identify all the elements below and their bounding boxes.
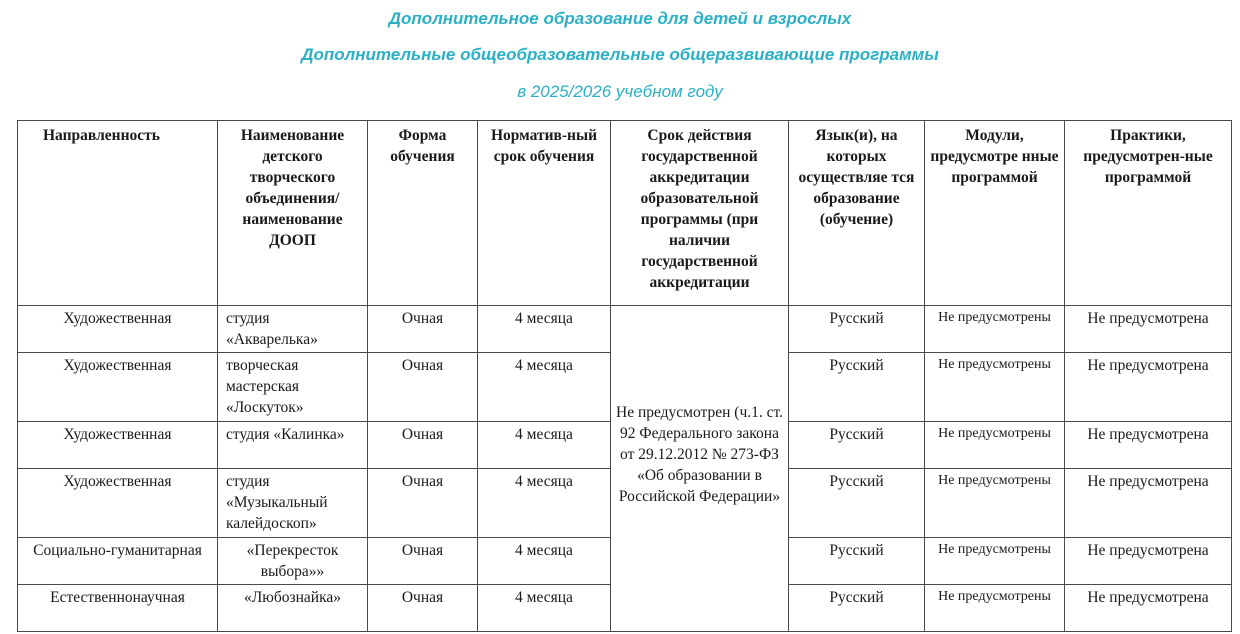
cell-direction: Естественнонаучная: [18, 585, 218, 632]
header-term: Норматив-ный срок обучения: [478, 121, 611, 306]
cell-name: «Перекресток выбора»»: [218, 538, 368, 585]
cell-language: Русский: [789, 538, 925, 585]
cell-practices: Не предусмотрена: [1065, 306, 1232, 353]
cell-term: 4 месяца: [478, 538, 611, 585]
cell-modules: Не предусмотрены: [925, 422, 1065, 469]
cell-form: Очная: [368, 538, 478, 585]
cell-practices: Не предусмотрена: [1065, 353, 1232, 422]
cell-modules: Не предусмотрены: [925, 306, 1065, 353]
header-direction: Направленность: [18, 121, 218, 306]
cell-term: 4 месяца: [478, 585, 611, 632]
header-practices: Практики, предусмотрен-ные программой: [1065, 121, 1232, 306]
cell-language: Русский: [789, 422, 925, 469]
cell-direction: Художественная: [18, 306, 218, 353]
cell-term: 4 месяца: [478, 422, 611, 469]
cell-name: творческая мастерская «Лоскуток»: [218, 353, 368, 422]
cell-form: Очная: [368, 353, 478, 422]
cell-practices: Не предусмотрена: [1065, 422, 1232, 469]
heading-line-2: Дополнительные общеобразовательные общеразвивающие программы: [301, 45, 939, 64]
cell-name: студия «Калинка»: [218, 422, 368, 469]
header-modules: Модули, предусмотре нные программой: [925, 121, 1065, 306]
cell-modules: Не предусмотрены: [925, 469, 1065, 538]
cell-form: Очная: [368, 585, 478, 632]
heading-line-1: Дополнительное образование для детей и взрослых: [388, 9, 852, 28]
header-language: Язык(и), на которых осуществляе тся образование (обучение): [789, 121, 925, 306]
cell-practices: Не предусмотрена: [1065, 469, 1232, 538]
header-accreditation: Срок действия государственной аккредитации образовательной программы (при наличии государственной аккредитации: [611, 121, 789, 306]
cell-name: студия «Музыкальный калейдоскоп»: [218, 469, 368, 538]
cell-modules: Не предусмотрены: [925, 585, 1065, 632]
heading-line-3: в 2025/2026 учебном году: [517, 82, 723, 101]
cell-term: 4 месяца: [478, 353, 611, 422]
cell-practices: Не предусмотрена: [1065, 538, 1232, 585]
cell-language: Русский: [789, 585, 925, 632]
table-header-row: [18, 121, 1232, 306]
cell-direction: Социально-гуманитарная: [18, 538, 218, 585]
header-form: Форма обучения: [368, 121, 478, 306]
cell-form: Очная: [368, 306, 478, 353]
cell-practices: Не предусмотрена: [1065, 585, 1232, 632]
header-name: Наименование детского творческого объединения/ наименование ДООП: [218, 121, 368, 306]
cell-name: «Любознайка»: [218, 585, 368, 632]
cell-accreditation: Не предусмотрен (ч.1. ст. 92 Федерального закона от 29.12.2012 № 273-ФЗ «Об образовании в Российской Федерации»: [611, 306, 789, 632]
cell-direction: Художественная: [18, 353, 218, 422]
table-row: [18, 306, 1232, 353]
cell-term: 4 месяца: [478, 469, 611, 538]
cell-language: Русский: [789, 353, 925, 422]
cell-form: Очная: [368, 422, 478, 469]
cell-modules: Не предусмотрены: [925, 538, 1065, 585]
cell-modules: Не предусмотрены: [925, 353, 1065, 422]
cell-language: Русский: [789, 306, 925, 353]
cell-direction: Художественная: [18, 469, 218, 538]
cell-language: Русский: [789, 469, 925, 538]
cell-name: студия «Акварелька»: [218, 306, 368, 353]
cell-form: Очная: [368, 469, 478, 538]
programs-table: [17, 120, 1232, 632]
cell-direction: Художественная: [18, 422, 218, 469]
cell-term: 4 месяца: [478, 306, 611, 353]
